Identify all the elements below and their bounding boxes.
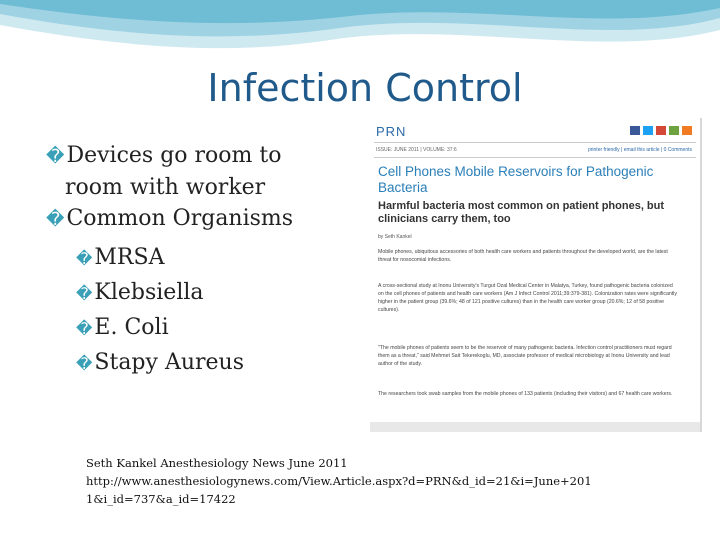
article-logo: PRN <box>376 124 407 139</box>
article-screenshot <box>370 118 702 432</box>
bullet-organisms <box>46 203 366 235</box>
bullet-devices-line1: Devices go room to <box>66 143 282 168</box>
bullet-marker-icon: � <box>46 209 65 230</box>
share-icons <box>630 126 692 135</box>
bullet-devices-line2: room with worker <box>65 175 266 200</box>
article-paragraph: The researchers took swab samples from the mobile phones of 133 patients (including their visitors) and 67 health care workers. <box>378 391 673 397</box>
bullet-marker-icon: � <box>46 146 65 167</box>
sub-bullet-label: E. Coli <box>94 315 169 340</box>
sub-bullet-label: Stapy Aureus <box>94 350 244 375</box>
citation-url: http://www.anesthesiologynews.com/View.Article.aspx?d=PRN&d_id=21&i=June+201 <box>86 474 592 488</box>
article-footer-bar <box>370 422 700 432</box>
share-icon <box>643 126 653 135</box>
share-icon <box>630 126 640 135</box>
article-actions: printer friendly | email this article | 0 Comments <box>587 147 692 153</box>
sub-bullet-ecoli <box>46 311 366 346</box>
article-issue: ISSUE: JUNE 2011 | VOLUME: 37:6 <box>376 147 457 153</box>
sub-bullet-staph <box>46 346 366 381</box>
article-paragraph: Mobile phones, ubiquitous accessories of both health care workers and patients throughout the developed world, are the latest threat for nosocomial infections. <box>378 249 668 263</box>
sub-bullet-label: MRSA <box>94 245 165 270</box>
slide-title: Infection Control <box>207 66 523 110</box>
bullet-list <box>46 140 366 381</box>
sub-bullet-marker-icon: � <box>76 284 93 303</box>
citation-url-cont: 1&i_id=737&a_id=17422 <box>86 492 236 506</box>
article-byline: by Seth Kankel <box>378 234 412 240</box>
share-icon <box>669 126 679 135</box>
sub-bullet-marker-icon: � <box>76 354 93 373</box>
sub-bullet-label: Klebsiella <box>94 280 204 305</box>
bullet-devices <box>46 140 366 203</box>
bullet-organisms-label: Common Organisms <box>66 206 294 231</box>
share-icon <box>656 126 666 135</box>
sub-bullet-marker-icon: � <box>76 249 93 268</box>
article-deck: Harmful bacteria most common on patient phones, but clinicians carry them, too <box>378 200 665 225</box>
article-headline: Cell Phones Mobile Reservoirs for Pathogenic Bacteria <box>378 164 654 195</box>
article-paragraph: A cross-sectional study at Inonu University's Turgut Ozal Medical Center in Malatya, Turkey, found pathogenic bacteria colonized on the cell phones of patients and health care workers (Am J Infect Control 2011;39:379-381). Colonization rates were significantly higher in the patient group (39.6%; 48 of 121 positive cultures) than in the health care worker group (20.6%; 12 of 58 positive cultures). <box>378 283 677 313</box>
article-paragraph: "The mobile phones of patients seem to be the reservoir of many pathogenic bacteria. Infection control practitioners must regard them as a threat," said Mehmet Sait Tekerekoglu, MD, associate professor of medical microbiology at Inonu University and lead author of the study. <box>378 345 672 367</box>
citation-source: Seth Kankel Anesthesiology News June 2011 <box>86 456 348 470</box>
share-icon <box>682 126 692 135</box>
sub-bullet-klebsiella <box>46 276 366 311</box>
article-issue-bar <box>374 142 696 158</box>
sub-bullet-marker-icon: � <box>76 319 93 338</box>
sub-bullet-mrsa <box>46 241 366 276</box>
header-wave-decoration <box>0 0 720 70</box>
citation <box>86 454 706 508</box>
